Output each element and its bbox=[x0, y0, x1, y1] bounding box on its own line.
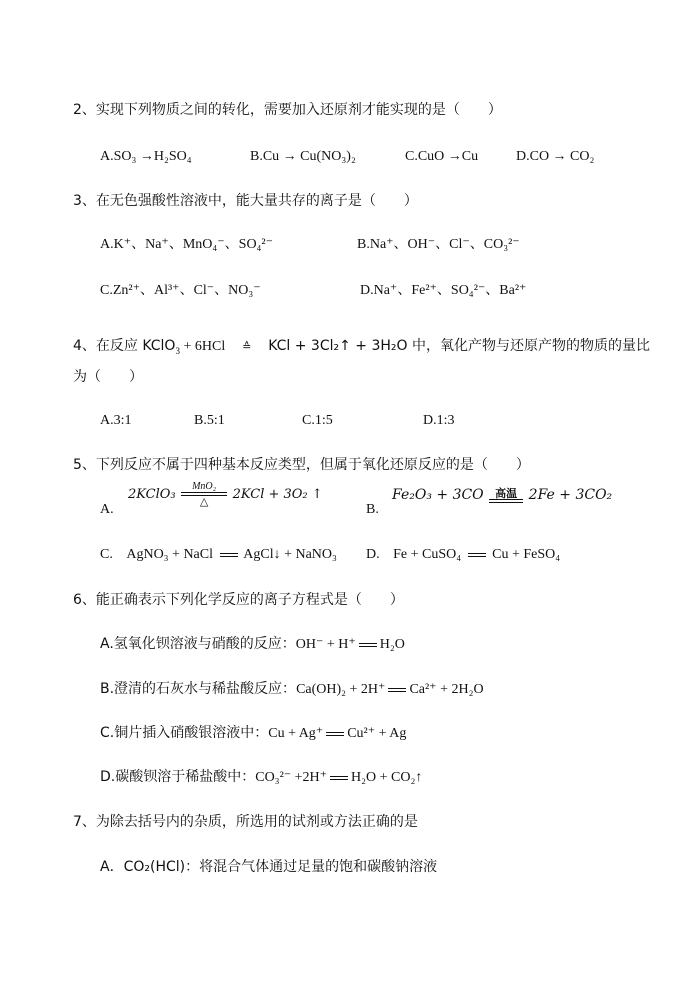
q4-subscript: 3 bbox=[175, 345, 180, 356]
q6-b-text: B.澄清的石灰水与稀盐酸反应： bbox=[100, 681, 297, 697]
q4-condition-symbol: ≙ bbox=[242, 341, 252, 353]
q5-b-high-temp: 高温 bbox=[495, 487, 518, 501]
q5-b-condition bbox=[489, 488, 523, 503]
q5-option-b-label[interactable]: B. bbox=[366, 502, 379, 517]
q3-option-a[interactable]: A.K⁺、Na⁺、MnO₄⁻、SO₄²⁻ bbox=[100, 237, 274, 252]
q6-a-text: A.氢氧化钡溶液与硝酸的反应： bbox=[100, 636, 296, 652]
q5-option-b-equation bbox=[392, 478, 612, 513]
q3-option-d[interactable]: D.Na⁺、Fe²⁺、SO₄²⁻、Ba²⁺ bbox=[360, 283, 527, 298]
q5-c-label: C. bbox=[100, 547, 113, 562]
q6-a-right: H₂O bbox=[379, 637, 405, 652]
q5-c-right: AgCl↓ + NaNO₃ bbox=[243, 547, 337, 562]
q4-stem-products: KCl + 3Cl₂↑ + 3H₂O 中，氧化产物与还原产物的物质的量比 bbox=[268, 338, 650, 354]
q6-a-left: OH⁻ + H⁺ bbox=[295, 637, 356, 652]
q6-b-right: Ca²⁺ + 2H₂O bbox=[409, 682, 484, 697]
q6-c-right: Cu²⁺ + Ag bbox=[347, 726, 407, 741]
q2-option-b[interactable]: B.Cu → Cu(NO₃)₂ bbox=[250, 149, 356, 164]
q5-d-equals bbox=[468, 553, 486, 557]
q6-b-left: Ca(OH)₂ + 2H⁺ bbox=[296, 682, 386, 697]
q3-stem: 3、在无色强酸性溶液中，能大量共存的离子是（ ） bbox=[73, 193, 418, 209]
q5-c-left: AgNO₃ + NaCl bbox=[126, 547, 214, 562]
q6-a-equals bbox=[359, 643, 377, 647]
q5-stem: 5、下列反应不属于四种基本反应类型，但属于氧化还原反应的是（ ） bbox=[73, 457, 530, 473]
q5-d-label: D. bbox=[366, 547, 380, 562]
q4-stem-line2: 为（ ） bbox=[73, 369, 143, 385]
q6-c-left: Cu + Ag⁺ bbox=[268, 726, 324, 741]
q6-option-b[interactable] bbox=[100, 679, 484, 700]
q4-option-c[interactable]: C.1:5 bbox=[302, 413, 333, 428]
q5-a-catalyst: MnO₂ bbox=[192, 480, 217, 492]
q5-option-a-equation bbox=[128, 480, 323, 510]
q3-option-c[interactable]: C.Zn²⁺、Al³⁺、Cl⁻、NO₃⁻ bbox=[100, 283, 261, 298]
q7-option-a[interactable]: A．CO₂(HCl)：将混合气体通过足量的饱和碳酸钠溶液 bbox=[100, 859, 438, 875]
q2-stem: 2、实现下列物质之间的转化，需要加入还原剂才能实现的是（ ） bbox=[73, 102, 502, 118]
q5-a-heat: △ bbox=[199, 495, 209, 508]
q5-option-d[interactable] bbox=[366, 545, 560, 565]
q5-a-condition bbox=[181, 482, 227, 508]
q6-d-right: H₂O + CO₂↑ bbox=[351, 770, 423, 785]
q5-d-left: Fe + CuSO₄ bbox=[393, 547, 462, 562]
q5-a-products: 2KCl + 3O₂ ↑ bbox=[232, 487, 323, 502]
q5-d-right: Cu + FeSO₄ bbox=[492, 547, 561, 562]
q4-stem-prefix: 4、在反应 KClO bbox=[73, 338, 176, 354]
q6-b-equals bbox=[388, 688, 406, 692]
q4-option-b[interactable]: B.5:1 bbox=[194, 413, 225, 428]
q7-stem: 7、为除去括号内的杂质，所选用的试剂或方法正确的是 bbox=[73, 814, 418, 830]
q5-option-c[interactable] bbox=[100, 545, 337, 565]
q4-option-a[interactable]: A.3:1 bbox=[100, 413, 132, 428]
q5-b-products: 2Fe + 3CO₂ bbox=[528, 487, 613, 503]
q6-d-text: D.碳酸钡溶于稀盐酸中： bbox=[100, 769, 256, 785]
q2-option-c[interactable]: C.CuO →Cu bbox=[405, 149, 479, 164]
q6-stem: 6、能正确表示下列化学反应的离子方程式是（ ） bbox=[73, 592, 404, 608]
q6-c-text: C.铜片插入硝酸银溶液中： bbox=[100, 725, 269, 741]
q3-option-b[interactable]: B.Na⁺、OH⁻、Cl⁻、CO₃²⁻ bbox=[357, 237, 520, 252]
q6-d-left: CO₃²⁻ +2H⁺ bbox=[255, 770, 328, 785]
q5-option-a-label[interactable]: A. bbox=[100, 502, 114, 517]
q6-d-equals bbox=[330, 776, 348, 780]
q5-a-reactant: 2KClO₃ bbox=[128, 487, 176, 502]
q6-option-d[interactable] bbox=[100, 767, 422, 788]
q2-option-d[interactable]: D.CO → CO₂ bbox=[516, 149, 595, 164]
q2-option-a[interactable]: A.SO₃ →H₂SO₄ bbox=[100, 149, 192, 164]
q6-c-equals bbox=[326, 732, 344, 736]
q4-option-d[interactable]: D.1:3 bbox=[423, 413, 455, 428]
q4-stem-mid: + 6HCl bbox=[179, 339, 226, 354]
q4-stem-line1 bbox=[73, 336, 650, 357]
q6-option-a[interactable] bbox=[100, 634, 405, 655]
q6-option-c[interactable] bbox=[100, 723, 406, 744]
q5-c-equals bbox=[220, 553, 238, 557]
q5-b-reactants: Fe₂O₃ + 3CO bbox=[392, 487, 484, 503]
